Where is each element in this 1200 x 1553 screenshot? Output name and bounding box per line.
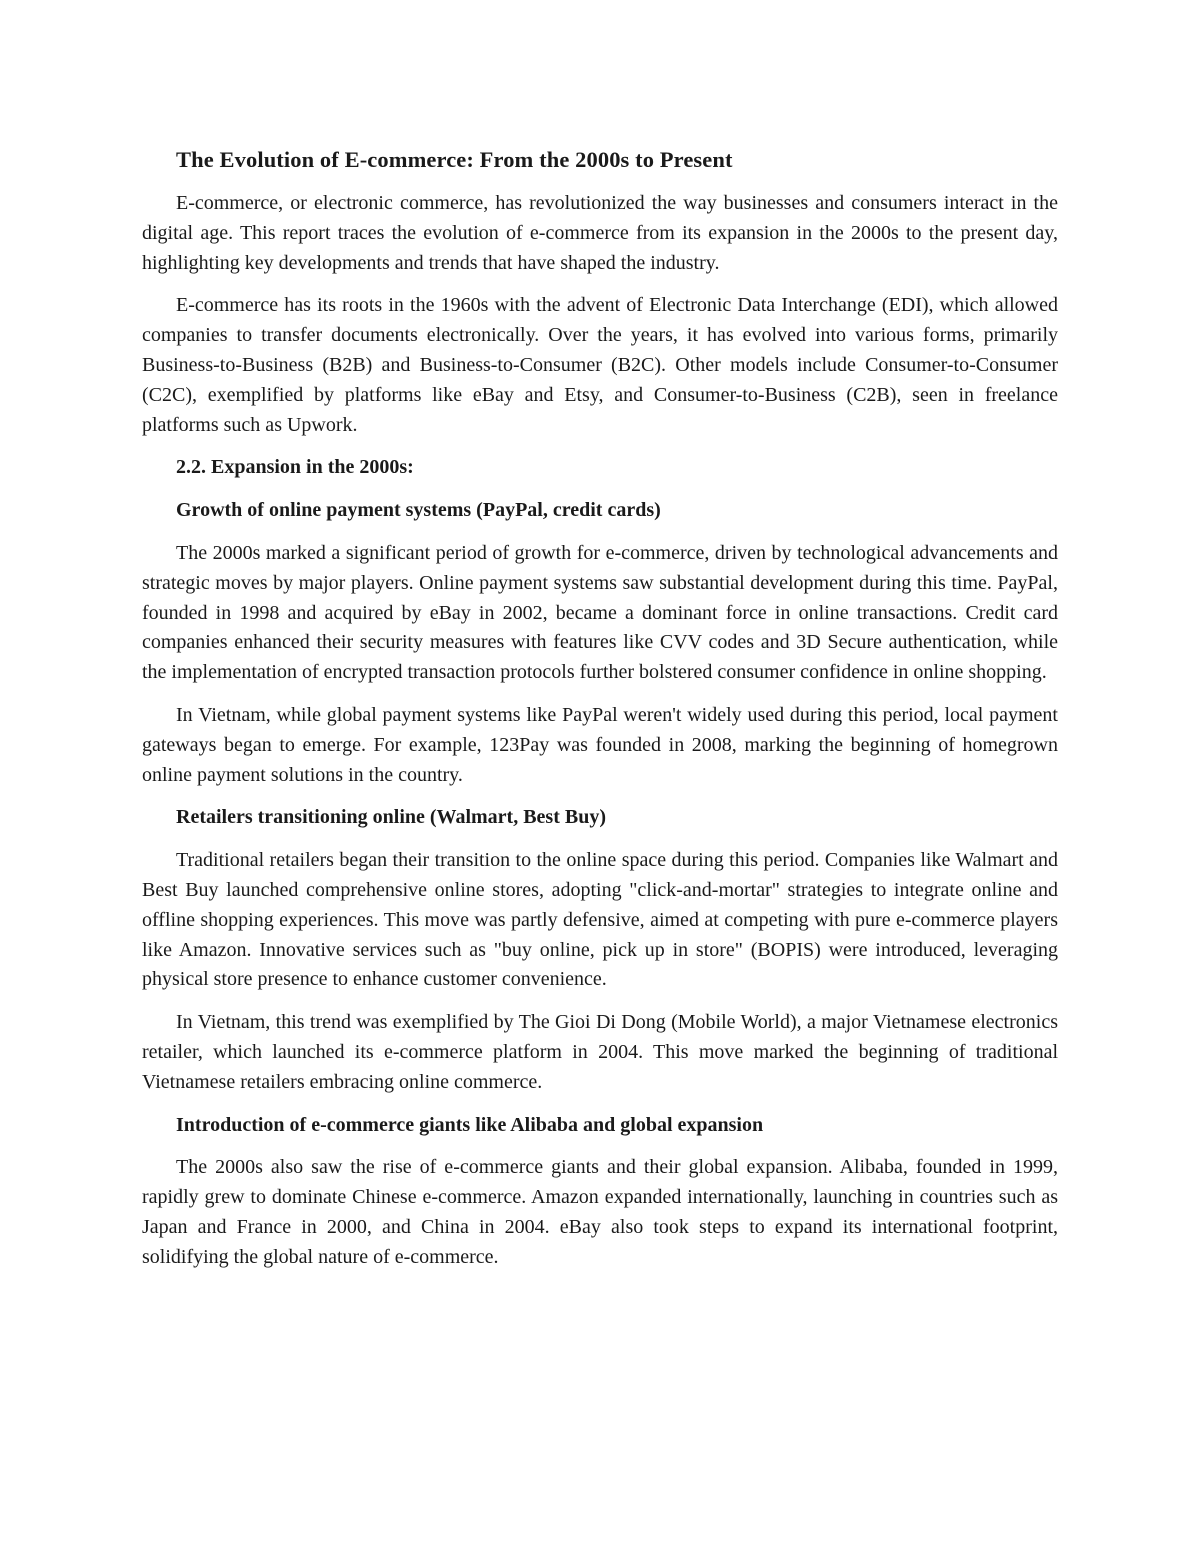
retailers-paragraph-1: Traditional retailers began their transition to the online space during this period. Companies like Walmart and Best Buy launched comprehensive online stores, adopting "click-and-mortar" strategies to integrate online and offline shopping experiences. This move was partly defensive, aimed at competing with pure e-commerce players like Amazon. Innovative services such as "buy online, pick up in store" (BOPIS) were introduced, leveraging physical store presence to enhance customer convenience.	[142, 849, 1058, 991]
document-title: The Evolution of E-commerce: From the 2000s to Present	[176, 147, 733, 172]
intro-paragraph-2: E-commerce has its roots in the 1960s with the advent of Electronic Data Interchange (EDI), which allowed companies to transfer documents electronically. Over the years, it has evolved into various forms, primarily Business-to-Business (B2B) and Business-to-Consumer (B2C). Other models include Consumer-to-Consumer (C2C), exemplified by platforms like eBay and Etsy, and Consumer-to-Business (C2B), seen in freelance platforms such as Upwork.	[142, 294, 1058, 436]
giants-paragraph-1: The 2000s also saw the rise of e-commerce giants and their global expansion. Alibaba, founded in 1999, rapidly grew to dominate Chinese e-commerce. Amazon expanded internationally, launching in countries such as Japan and France in 2000, and China in 2004. eBay also took steps to expand its international footprint, solidifying the global nature of e-commerce.	[142, 1156, 1058, 1268]
retailers-paragraph-2: In Vietnam, this trend was exemplified by The Gioi Di Dong (Mobile World), a major Vietnamese electronics retailer, which launched its e-commerce platform in 2004. This move marked the beginning of traditional Vietnamese retailers embracing online commerce.	[142, 1011, 1058, 1093]
subsection-heading-giants: Introduction of e-commerce giants like Alibaba and global expansion	[176, 1113, 764, 1136]
payments-paragraph-2: In Vietnam, while global payment systems like PayPal weren't widely used during this period, local payment gateways began to emerge. For example, 123Pay was founded in 2008, marking the beginning of homegrown online payment solutions in the country.	[142, 703, 1058, 786]
intro-paragraph-1: E-commerce, or electronic commerce, has revolutionized the way businesses and consumers interact in the digital age. This report traces the evolution of e-commerce from its expansion in the 2000s to the present day, highlighting key developments and trends that have shaped the industry.	[142, 192, 1058, 274]
section-heading: 2.2. Expansion in the 2000s:	[176, 456, 414, 479]
subsection-heading-retailers: Retailers transitioning online (Walmart, Best Buy)	[176, 806, 606, 829]
payments-paragraph-1: The 2000s marked a significant period of growth for e-commerce, driven by technological advancements and strategic moves by major players. Online payment systems saw substantial development during this time. PayPal, founded in 1998 and acquired by eBay in 2002, became a dominant force in online transactions. Credit card companies enhanced their security measures with features like CVV codes and 3D Secure authentication, while the implementation of encrypted transaction protocols further bolstered consumer confidence in online shopping.	[142, 541, 1058, 684]
subsection-heading-payments: Growth of online payment systems (PayPal, credit cards)	[176, 499, 661, 522]
